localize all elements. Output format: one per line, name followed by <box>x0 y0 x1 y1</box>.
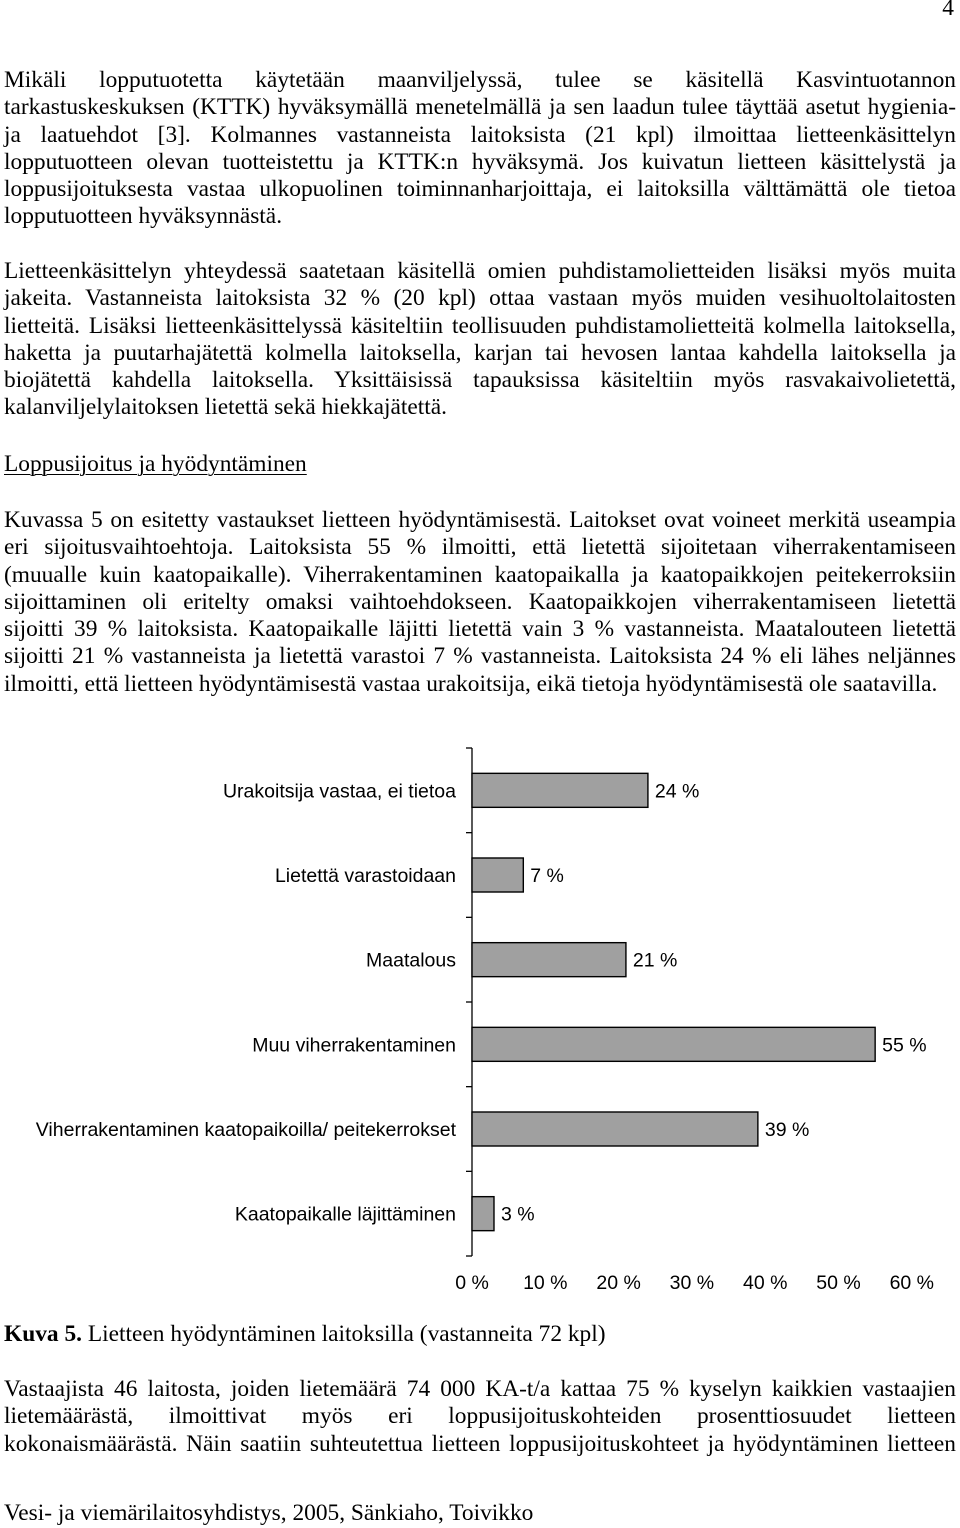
text-line: kalanviljelylaitoksen lietettä sekä hiekkajätettä. <box>4 394 447 421</box>
text-line: sijoitti 39 % laitoksista. Kaatopaikalle läjitti lietettä vain 3 % vastanneista. Maatalouteen lietettä <box>4 616 956 643</box>
chart-bar <box>472 1197 494 1231</box>
chart-bar <box>472 943 626 977</box>
category-label: Lietettä varastoidaan <box>274 865 456 887</box>
data-label: 7 % <box>530 865 564 887</box>
data-label: 21 % <box>632 949 678 972</box>
section-heading: Loppusijoitus ja hyödyntäminen <box>4 451 307 477</box>
text-line: biojätettä kahdella laitoksella. Yksittäisissä tapauksissa käsiteltiin myös rasvakaivolietettä, <box>4 367 956 394</box>
paragraph <box>4 67 956 231</box>
text-line: tarkastuskeskuksen (KTTK) hyväksymällä menetelmällä ja sen laadun tulee täyttää asetut hygienia- <box>4 94 956 121</box>
text-line: loppusijoituksesta vastaa ulkopuolinen toiminnanharjoittaja, ei laitoksilla välttämättä ole tietoa <box>4 176 956 203</box>
figure-label: Kuva 5. <box>4 1321 82 1347</box>
page-footer: Vesi- ja viemärilaitosyhdistys, 2005, Sänkiaho, Toivikko <box>4 1500 534 1526</box>
text-line: (muualle kuin kaatopaikalle). Viherrakentaminen kaatopaikalla ja kaatopaikkojen peitekerroksiin <box>4 561 956 588</box>
text-line: lietteitä. Lisäksi lietteenkäsittelyssä käsiteltiin teollisuuden puhdistamolietteitä kolmella laitoksella, <box>4 312 956 339</box>
text-line: Kuvassa 5 on esitetty vastaukset lietteen hyödyntämisestä. Laitokset ovat voineet merkitä useampia <box>4 507 956 533</box>
x-tick-label: 0 % <box>455 1272 489 1294</box>
text-line: Mikäli lopputuotetta käytetään maanviljelyssä, tulee se käsitellä Kasvintuotannon <box>4 67 956 93</box>
x-tick-label: 10 % <box>523 1272 568 1294</box>
x-tick-label: 50 % <box>816 1272 861 1294</box>
chart-bar <box>472 1112 758 1146</box>
x-tick-label: 40 % <box>742 1272 788 1294</box>
data-label: 24 % <box>654 780 700 803</box>
text-line: Lietteenkäsittelyn yhteydessä saatetaan käsitellä omien puhdistamolietteiden lisäksi myös muita <box>4 258 956 284</box>
bar-chart <box>0 740 960 1300</box>
text-line: ja laatuehdot [3]. Kolmannes vastanneista laitoksista (21 kpl) ilmoittaa lietteenkäsittelyn <box>4 121 956 148</box>
text-line: jakeita. Vastanneista laitoksista 32 % (20 kpl) ottaa vastaan myös muiden vesihuoltolaitosten <box>4 285 956 312</box>
data-label: 55 % <box>882 1034 927 1057</box>
text-line: sijoittaminen oli eritelty omaksi vaihtoehdokseen. Kaatopaikkojen viherrakentamiseen lietettä <box>4 588 956 615</box>
text-line: ilmoitti, että lietteen hyödyntämisestä vastaa urakoitsija, eikä tietoja hyödyntämisestä ole saatavilla. <box>4 670 938 697</box>
x-tick-label: 30 % <box>669 1272 715 1294</box>
text-line: kokonaismäärästä. Näin saatiin suhteutettua lietteen loppusijoituskohteet ja hyödyntäminen lietteen <box>4 1430 956 1457</box>
text-line: lopputuotteen olevan tuotteistettu ja KTTK:n hyväksymä. Jos kuivatun lietteen käsittelystä ja <box>4 148 956 175</box>
category-label: Urakoitsija vastaa, ei tietoa <box>222 780 456 803</box>
figure-caption <box>4 1321 956 1348</box>
data-label: 3 % <box>500 1203 535 1226</box>
text-line: eri sijoitusvaihtoehtoja. Laitoksista 55 % ilmoitti, että lietettä sijoitetaan viherrakentamiseen <box>4 534 956 561</box>
text-line: lopputuotteen hyväksynnästä. <box>4 203 283 230</box>
figure-caption-text: Lietteen hyödyntäminen laitoksilla (vastanneita 72 kpl) <box>87 1321 606 1347</box>
chart-bar <box>472 1027 875 1061</box>
text-line: Vastaajista 46 laitosta, joiden lietemäärä 74 000 KA-t/a kattaa 75 % kyselyn kaikkien vastaajien <box>4 1376 956 1402</box>
data-label: 39 % <box>764 1119 810 1141</box>
category-label: Viherrakentaminen kaatopaikoilla/ peitekerrokset <box>35 1119 456 1141</box>
paragraph <box>4 258 956 422</box>
paragraph <box>4 507 956 698</box>
section-heading-block <box>4 451 956 478</box>
x-tick-label: 20 % <box>596 1272 641 1294</box>
text-line: sijoitti 21 % vastanneista ja lietettä varastoi 7 % vastanneista. Laitoksista 24 % eli lähes neljännes <box>4 643 956 670</box>
x-tick-label: 60 % <box>889 1272 935 1294</box>
category-label: Kaatopaikalle läjittäminen <box>234 1203 456 1226</box>
text-line: haketta ja puutarhajätettä kolmella laitoksella, karjan tai hevosen lantaa kahdella laitoksella ja <box>4 339 956 366</box>
category-label: Maatalous <box>366 949 456 972</box>
chart-bar <box>472 858 523 892</box>
category-label: Muu viherrakentaminen <box>252 1034 456 1057</box>
paragraph <box>4 1376 956 1458</box>
text-line: lietemäärästä, ilmoittivat myös eri loppusijoituskohteiden prosenttiosuudet lietteen <box>4 1403 956 1430</box>
page-number: 4 <box>942 0 954 21</box>
chart-bar <box>472 773 648 807</box>
